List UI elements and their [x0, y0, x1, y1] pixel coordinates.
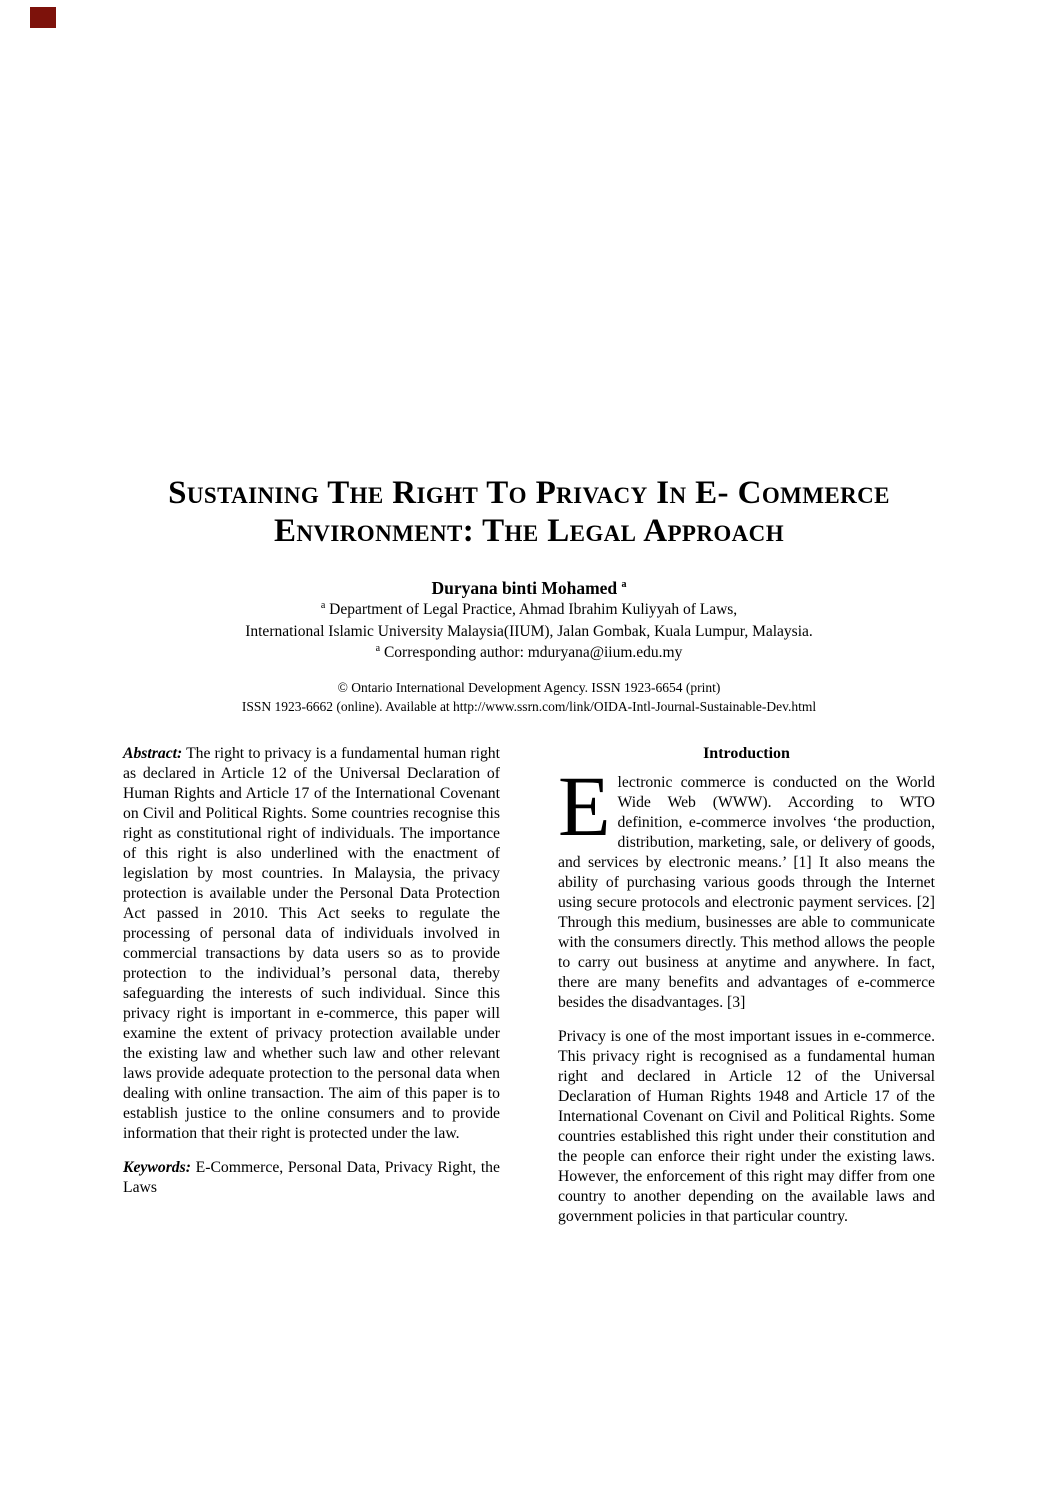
- paper-title: [123, 474, 935, 550]
- abstract-text: The right to privacy is a fundamental human right as declared in Article 12 of the Universal Declaration of Human Rights and Article 17 of the International Covenant on Civil and Political Rights. Some countries recognise this right as constitutional right of individuals. The importance of this right is also underlined with the enactment of legislation by most countries. In Malaysia, the privacy protection is available under the Personal Data Protection Act passed in 2010. This Act seeks to regulate the processing of personal data of individuals involved in commercial transactions by data users so as to provide protection to the individual’s personal data, thereby safeguarding the interests of such individual. Since this privacy right is important in e-commerce, this paper will examine the extent of privacy protection available under the existing law and whether such law and other relevant laws provide adequate protection to the personal data when dealing with online transaction. The aim of this paper is to establish justice to the online consumers and to provide information that their right is protected under the law.: [123, 745, 501, 1142]
- paper-title-line2: Environment: The Legal Approach: [274, 513, 784, 549]
- drop-cap: E: [558, 758, 611, 854]
- corresponding-marker: a: [375, 642, 381, 654]
- paper-title-line1: Sustaining The Right To Privacy In E- Commerce: [168, 475, 890, 511]
- right-column: [558, 744, 935, 1227]
- publisher-block: [123, 678, 935, 716]
- author-affiliation-line2: International Islamic University Malaysia(IIUM), Jalan Gombak, Kuala Lumpur, Malaysia.: [245, 622, 813, 640]
- author-affiliation-line1: $^a$ Department of Legal Practice, Ahmad Ibrahim Kuliyyah of Laws,: [320, 599, 738, 618]
- author-affiliation-marker: a: [621, 579, 627, 591]
- keywords-label: Keywords:: [123, 1159, 191, 1176]
- introduction-heading: Introduction: [703, 745, 790, 762]
- corresponding-author-line: $^a$ Corresponding author: mduryana@iium.edu.my: [375, 642, 683, 661]
- author-name: Duryana binti Mohamed $^a$: [431, 578, 627, 598]
- publisher-line1: © Ontario International Development Agency. ISSN 1923-6654 (print): [337, 679, 721, 695]
- paper-header: [123, 474, 935, 716]
- two-column-body: [123, 744, 935, 1227]
- publisher-line2: ISSN 1923-6662 (online). Available at http://www.ssrn.com/link/OIDA-Intl-Journal-Sustainable-Dev.html: [241, 698, 817, 714]
- introduction-paragraph-1: [558, 758, 935, 1013]
- introduction-paragraph-2: Privacy is one of the most important issues in e-commerce. This privacy right is recognised as a fundamental human right and declared in Article 12 of the Universal Declaration of Human Rights 1948 and Article 17 of the International Covenant on Civil and Political Rights. Some countries established this right under their constitution and the people can enforce their right under the existing laws. However, the enforcement of this right may differ from one country to another depending on the available laws and government policies in that particular country.: [558, 1028, 935, 1225]
- abstract-paragraph: [123, 744, 500, 1144]
- introduction-paragraph-1-text: lectronic commerce is conducted on the World Wide Web (WWW). According to WTO definition, e-commerce involves ‘the production, distribution, marketing, sale, or delivery of goods, and services by electronic means.’ [1] It also means the ability of purchasing various goods through the Internet using secure protocols and electronic payment services. [2] Through this medium, businesses are able to communicate with the consumers directly. This method allows the people to carry out business at anytime and anywhere. In fact, there are many benefits and advantages of e-commerce besides the disadvantages. [3]: [558, 774, 935, 1011]
- keywords-paragraph: [123, 1158, 500, 1198]
- keywords-text: E-Commerce, Personal Data, Privacy Right, the Laws: [123, 1159, 500, 1196]
- red-corner-mark: [30, 7, 56, 28]
- left-column: [123, 744, 500, 1227]
- affiliation-marker: a: [320, 599, 326, 611]
- abstract-label: Abstract:: [123, 745, 183, 762]
